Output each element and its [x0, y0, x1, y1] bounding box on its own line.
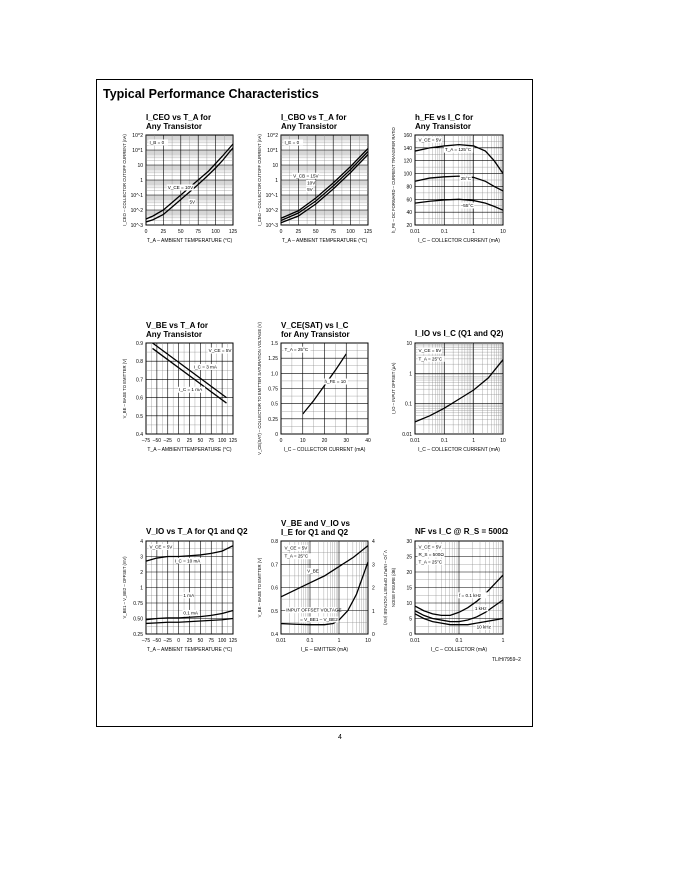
y-tick-label: 100 [403, 171, 412, 178]
y-tick-label: 10 [272, 163, 278, 169]
x-tick-label: 0.1 [306, 638, 314, 644]
y-tick-label: 0 [409, 632, 412, 638]
annotation-label: I_C = 10 mA [174, 558, 201, 564]
x-tick-label: 40 [365, 438, 371, 444]
x-tick-label: 10 [500, 438, 506, 444]
annotation-label: I_C = 3 mA [193, 364, 217, 370]
y-tick-label: 1 [140, 585, 143, 592]
x-tick-label: 125 [228, 438, 238, 444]
y-tick-label: 0.01 [402, 432, 412, 438]
plot-grid [146, 135, 233, 225]
y-tick-label: 1 [275, 178, 278, 184]
x-tick-label: 75 [208, 638, 215, 644]
annotation-label: INPUT OFFSET VOLTAGE [286, 607, 342, 613]
y-tick-label: 10^-1 [265, 193, 278, 199]
y-tick-label: 25 [406, 554, 412, 561]
y-tick-label: 60 [406, 197, 412, 204]
y2-tick-label: 1 [372, 608, 375, 615]
y-tick-label: 10^-3 [130, 223, 143, 229]
chart-title-line: I_E for Q1 and Q2 [281, 528, 349, 537]
y-tick-label: 1.25 [268, 356, 278, 363]
annotation-label: T_A = 25°C [284, 553, 309, 559]
chart-title-line: Any Transistor [146, 330, 203, 339]
x-tick-label: 1 [472, 438, 476, 444]
y-axis-label: I_CEO – COLLECTOR CUTOFF CURRENT (nA) [122, 134, 127, 226]
chart-title-line: Any Transistor [146, 122, 203, 131]
annotation-label: 1 mA [183, 592, 195, 598]
y-tick-label: 5 [409, 616, 412, 623]
annotation-label: V_CB = 15V [293, 173, 319, 179]
annotation-label: R_S = 500Ω [418, 551, 444, 557]
chart-title-line: V_CE(SAT) vs I_C [281, 321, 349, 330]
x-tick-label: –25 [163, 438, 172, 444]
y-axis-label: I_CBO – COLLECTOR CUTOFF CURRENT (nA) [257, 134, 262, 226]
y-axis-label: V_BE – BASE TO EMITTER (V) [122, 358, 127, 419]
annotation-label: T_A = 25°C [418, 356, 443, 362]
annotation-label: V_BE [307, 568, 319, 574]
y-tick-label: 1 [140, 178, 143, 184]
y-tick-label: 0.25 [268, 416, 278, 423]
annotation-label: V_CE = 5V [208, 348, 232, 354]
x-tick-label: 25 [186, 638, 193, 644]
plot-grid [281, 343, 368, 434]
y-tick-label: 0.9 [136, 341, 143, 347]
annotation-label: 0.1 mA [183, 610, 198, 616]
x-tick-label: 75 [208, 438, 215, 444]
annotation-label: T_A = 25°C [418, 559, 443, 565]
y-tick-label: 10^-2 [265, 208, 278, 214]
y-tick-label: 1.5 [271, 341, 278, 347]
x-tick-label: 100 [346, 229, 355, 235]
x-axis-label: I_C – COLLECTOR CURRENT (mA) [283, 447, 366, 453]
y-tick-label: 160 [403, 133, 412, 139]
annotation-label: V_CE = 5V [418, 137, 442, 143]
y-tick-label: 0.5 [271, 608, 278, 615]
annotation-label: T_A = 25°C [284, 347, 309, 353]
x-tick-label: –50 [152, 438, 162, 444]
y-tick-label: 2 [140, 570, 143, 576]
annotation-label: V_CE = 5V [418, 544, 442, 550]
y-tick-label: 10^2 [267, 133, 278, 139]
chart-title-line: Any Transistor [415, 122, 472, 131]
x-tick-label: 0.01 [410, 438, 420, 444]
x-axis-label: I_C – COLLECTOR CURRENT (mA) [418, 447, 500, 453]
y-axis-label: V_BE – BASE TO EMITTER (V) [257, 557, 262, 618]
x-tick-label: 125 [228, 229, 238, 235]
x-tick-label: 0.1 [440, 438, 448, 444]
y-tick-label: 1 [409, 371, 412, 378]
chart-title-line: I_CEO vs T_A for [146, 113, 212, 122]
y-axis-label: V_CE(SAT) – COLLECTOR TO EMITTER SATURATION VOLTAGE (V) [257, 322, 262, 455]
y2-tick-label: 3 [372, 562, 375, 569]
x-tick-label: 75 [330, 229, 336, 235]
x-tick-label: 1 [501, 638, 505, 644]
y-tick-label: 20 [406, 223, 412, 229]
y-tick-label: 0.1 [405, 401, 412, 408]
x-tick-label: 50 [197, 638, 204, 644]
annotation-label: 10 kHz [476, 624, 491, 630]
x-tick-label: 0.01 [410, 229, 420, 235]
y-tick-label: 0.75 [268, 386, 278, 393]
x-axis-label: I_C – COLLECTOR CURRENT (mA) [418, 238, 500, 244]
y-tick-label: 10^-1 [130, 193, 143, 199]
y-axis-label: h_FE – DC FORWARD – CURRENT TRANSFER RATIO [391, 127, 396, 233]
y-tick-label: 0.50 [133, 616, 143, 623]
x-tick-label: 0 [279, 438, 283, 444]
annotation-label: f = 0.1 kHz [459, 592, 482, 598]
annotation-label: I_C = 1 mA [179, 387, 203, 393]
y-tick-label: 20 [406, 570, 412, 576]
y-tick-label: 0.75 [133, 601, 143, 607]
y-axis-label: NOISE FIGURE (dB) [391, 567, 396, 608]
y-axis-label: V_BE1 – V_BE2 – OFFSET (mV) [122, 556, 127, 619]
y-tick-label: 0.8 [271, 539, 278, 545]
y-tick-label: 1.0 [271, 371, 278, 378]
chart-title-line: for Any Transistor [281, 330, 350, 339]
y-tick-label: 120 [403, 158, 412, 165]
x-tick-label: 0 [177, 638, 181, 644]
y-tick-label: 10 [406, 341, 412, 347]
y-tick-label: 0.25 [133, 632, 143, 638]
y-tick-label: 10^1 [267, 148, 278, 154]
y-tick-label: 0.4 [136, 432, 143, 438]
x-axis-label: T_A – AMBIENT TEMPERATURE (°C) [146, 238, 233, 244]
chart-nf-vs-ic [373, 522, 551, 682]
chart-title-line: I_IO vs I_C (Q1 and Q2) [415, 329, 504, 338]
x-tick-label: 50 [197, 438, 204, 444]
y-tick-label: 10 [137, 163, 143, 169]
chart-title-line: V_BE vs T_A for [146, 321, 208, 330]
chart-title-line: h_FE vs I_C for [415, 113, 474, 122]
y-tick-label: 0.4 [271, 632, 278, 638]
x-tick-label: 100 [211, 229, 220, 235]
annotation-label: h_FE = 10 [324, 379, 346, 385]
x-tick-label: 0.1 [440, 229, 448, 235]
x-tick-label: 0 [279, 229, 283, 235]
annotation-label: = V_BE1 – V_BE2 [300, 616, 338, 622]
x-tick-label: 20 [321, 438, 328, 444]
x-tick-label: 25 [186, 438, 193, 444]
x-tick-label: 10 [299, 438, 306, 444]
y2-tick-label: 0 [372, 632, 375, 638]
annotation-label: T_A = 125°C [444, 147, 472, 153]
annotation-label: 5V [307, 186, 313, 192]
y-tick-label: 40 [406, 210, 412, 217]
chart-title-line: Any Transistor [281, 122, 338, 131]
x-tick-label: 25 [160, 229, 167, 235]
y-tick-label: 30 [406, 539, 412, 545]
y-tick-label: 0.7 [136, 377, 143, 384]
x-tick-label: –75 [141, 438, 151, 444]
annotation-label: V_CE = 5V [418, 348, 442, 354]
x-axis-label: T_A – AMBIENT TEMPERATURE (°C) [281, 238, 368, 244]
y-tick-label: 10^1 [132, 148, 143, 154]
y-tick-label: 0 [275, 432, 278, 438]
x-tick-label: 0.1 [455, 638, 463, 644]
y-tick-label: 15 [406, 585, 412, 592]
y-tick-label: 10^-3 [265, 223, 278, 229]
y-tick-label: 0.5 [136, 413, 143, 420]
annotation-label: 10V [307, 180, 316, 186]
y-tick-label: 0.6 [271, 585, 278, 592]
annotation-label: I_B = 0 [149, 140, 165, 145]
x-axis-label: I_C – COLLECTOR (mA) [430, 647, 488, 653]
x-tick-label: 0.01 [410, 638, 420, 644]
plot-grid [281, 135, 368, 225]
x-tick-label: –50 [152, 638, 162, 644]
x-tick-label: 100 [217, 638, 227, 644]
y-tick-label: 0.6 [136, 395, 143, 402]
annotation-label: –55°C [460, 203, 474, 208]
y-axis-label: I_IO – INPUT OFFSET (µA) [391, 362, 396, 415]
x-axis-label: T_A – AMBIENTTEMPERATURE (°C) [147, 447, 232, 453]
chart-title-line: I_CBO vs T_A for [281, 113, 347, 122]
y-tick-label: 0.8 [136, 359, 143, 366]
x-axis-label: T_A – AMBIENT TEMPERATURE (°C) [146, 647, 233, 653]
x-tick-label: 30 [343, 438, 350, 444]
x-tick-label: –75 [141, 638, 151, 644]
annotation-label: 5V [189, 199, 196, 205]
y-tick-label: 0.7 [271, 562, 278, 569]
page-title: Typical Performance Characteristics [103, 87, 319, 101]
figure-id: TL/H/7959–2 [492, 657, 521, 663]
x-tick-label: 125 [363, 229, 373, 235]
x-tick-label: 0 [177, 438, 181, 444]
annotation-label: I_E = 0 [284, 140, 300, 145]
y2-tick-label: 2 [372, 585, 375, 592]
x-tick-label: 1 [337, 638, 341, 644]
y2-axis-label: V_IO – INPUT OFFSET VOLTAGE (mV) [383, 550, 388, 625]
annotation-label: 25°C [460, 176, 472, 181]
y2-tick-label: 4 [372, 539, 375, 545]
y-tick-label: 140 [403, 145, 412, 152]
y-tick-label: 10 [406, 601, 412, 607]
x-tick-label: 100 [217, 438, 227, 444]
y-tick-label: 0.5 [271, 401, 278, 408]
x-tick-label: 0.01 [276, 638, 286, 644]
x-tick-label: 50 [178, 229, 184, 235]
annotation-label: V_CE = 5V [149, 544, 173, 550]
y-tick-label: 3 [140, 554, 143, 561]
x-axis-label: I_E – EMITTER (mA) [300, 647, 349, 653]
y-tick-label: 80 [406, 184, 412, 191]
x-tick-label: 10 [500, 229, 506, 235]
annotation-label: 1 kHz [474, 605, 487, 611]
x-tick-label: –25 [163, 638, 172, 644]
annotation-label: V_CE = 10V [167, 185, 194, 190]
chart-title-line: V_BE and V_IO vs [281, 519, 350, 528]
chart-iio-vs-ic [373, 324, 551, 482]
y-tick-label: 4 [140, 539, 143, 545]
x-tick-label: 1 [472, 229, 476, 235]
x-tick-label: 50 [313, 229, 319, 235]
page-number: 4 [338, 734, 342, 741]
x-tick-label: 25 [295, 229, 302, 235]
y-tick-label: 10^2 [132, 133, 143, 139]
x-tick-label: 10 [365, 638, 371, 644]
x-tick-label: 125 [228, 638, 238, 644]
x-tick-label: 75 [195, 229, 201, 235]
chart-title-line: NF vs I_C @ R_S = 500Ω [415, 527, 509, 536]
y-tick-label: 10^-2 [130, 208, 143, 214]
chart-title-line: V_IO vs T_A for Q1 and Q2 [146, 527, 248, 536]
x-tick-label: 0 [144, 229, 148, 235]
chart-hfe-vs-ic [373, 108, 551, 273]
annotation-label: V_CE = 5V [284, 545, 308, 551]
